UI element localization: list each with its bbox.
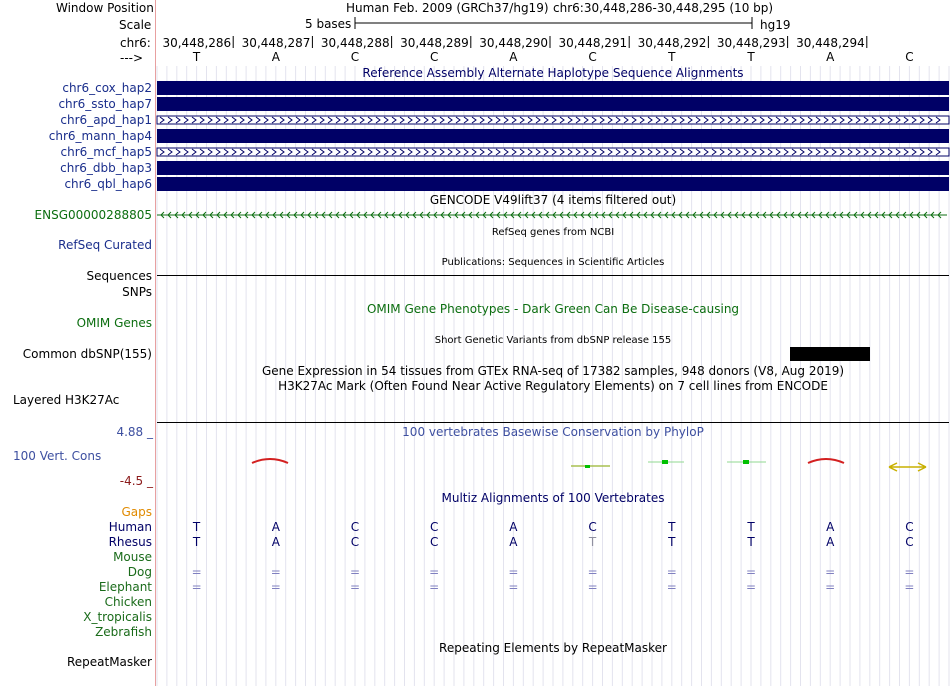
alt-haplotype-label[interactable]: chr6_apd_hap1 xyxy=(60,113,152,127)
multiz-base: C xyxy=(350,520,360,534)
omim-track-label[interactable]: OMIM Genes xyxy=(76,316,152,330)
multiz-species-label[interactable]: Mouse xyxy=(113,550,152,564)
ruler-base: C xyxy=(588,50,597,64)
conservation-range-mark xyxy=(889,463,926,471)
ruler-base: A xyxy=(271,50,280,64)
multiz-base: = xyxy=(508,580,519,594)
alt-haplotype-track-title: Reference Assembly Alternate Haplotype Sequence Alignments xyxy=(362,66,744,80)
multiz-base: T xyxy=(192,535,201,549)
h3k27ac-track-label[interactable]: Layered H3K27Ac xyxy=(13,393,120,407)
refseq-track-title: RefSeq genes from NCBI xyxy=(491,227,615,238)
multiz-base: = xyxy=(666,565,677,579)
gtex-track-title: Gene Expression in 54 tissues from GTEx RNA-seq of 17382 samples, 948 donors (V8, Aug 2019) xyxy=(261,364,845,378)
ruler-coordinate: 30,448,287 xyxy=(241,36,311,50)
multiz-base: C xyxy=(429,535,439,549)
multiz-species-label[interactable]: Elephant xyxy=(98,580,152,594)
ruler-coordinate: 30,448,290 xyxy=(479,36,548,50)
multiz-base: = xyxy=(429,565,440,579)
multiz-base: A xyxy=(826,520,835,534)
multiz-base: = xyxy=(349,580,361,594)
ruler-base: C xyxy=(350,50,360,64)
assembly-title: Human Feb. 2009 (GRCh37/hg19) xyxy=(346,1,549,15)
multiz-track-title: Multiz Alignments of 100 Vertebrates xyxy=(441,491,665,505)
multiz-base: = xyxy=(745,580,757,594)
multiz-base: = xyxy=(904,580,915,594)
conservation-positive-block xyxy=(585,465,590,468)
ruler-coordinate: 30,448,286 xyxy=(162,36,232,50)
conservation-track-title: 100 vertebrates Basewise Conservation by PhyloP xyxy=(402,425,704,439)
scale-db: hg19 xyxy=(760,18,791,32)
ruler-base: A xyxy=(509,50,518,64)
multiz-base: A xyxy=(509,520,518,534)
publications-sequences-label[interactable]: Sequences xyxy=(86,269,152,283)
dbsnp-track-title: Short Genetic Variants from dbSNP release 155 xyxy=(434,335,672,346)
conservation-negative-mark xyxy=(808,459,844,463)
ruler-base: T xyxy=(668,50,676,64)
scale-bar-text: 5 bases xyxy=(305,17,352,31)
scale-label: Scale xyxy=(119,18,152,32)
multiz-base: = xyxy=(270,565,281,579)
position-readout: chr6:30,448,286-30,448,295 (10 bp) xyxy=(553,1,774,15)
ruler-base: C xyxy=(905,50,914,64)
window-position-label: Window Position xyxy=(56,1,154,15)
alt-haplotype-label[interactable]: chr6_qbl_hap6 xyxy=(64,177,152,191)
multiz-base: C xyxy=(429,520,439,534)
conservation-min-value: -4.5 _ xyxy=(119,474,153,488)
multiz-species-label[interactable]: Zebrafish xyxy=(95,625,152,639)
ruler-base: C xyxy=(429,50,439,64)
multiz-base: T xyxy=(668,535,676,549)
multiz-base: C xyxy=(905,520,914,534)
alt-haplotype-label[interactable]: chr6_cox_hap2 xyxy=(62,81,152,95)
multiz-base: = xyxy=(587,565,598,579)
repeatmasker-track-label[interactable]: RepeatMasker xyxy=(66,655,152,669)
multiz-base: T xyxy=(588,535,597,549)
multiz-species-label[interactable]: Human xyxy=(108,520,152,534)
conservation-track-label[interactable]: 100 Vert. Cons xyxy=(13,449,102,463)
strand-arrow: ---> xyxy=(120,51,144,65)
multiz-base: T xyxy=(192,520,201,534)
publications-snps-label[interactable]: SNPs xyxy=(122,285,152,299)
multiz-base: = xyxy=(745,565,757,579)
multiz-gaps-label[interactable]: Gaps xyxy=(121,505,152,519)
gencode-track-title: GENCODE V49lift37 (4 items filtered out) xyxy=(429,193,677,207)
multiz-base: = xyxy=(904,565,915,579)
ruler-coordinate: 30,448,292 xyxy=(637,36,707,50)
gencode-gene-label[interactable]: ENSG00000288805 xyxy=(34,208,152,222)
ruler-base: T xyxy=(192,50,201,64)
alt-haplotype-alignment-bar[interactable] xyxy=(157,177,949,191)
conservation-max-value: 4.88 _ xyxy=(116,425,153,439)
alt-haplotype-label[interactable]: chr6_mann_hap4 xyxy=(48,129,152,143)
multiz-base: C xyxy=(350,535,360,549)
multiz-base: T xyxy=(668,520,676,534)
alt-haplotype-alignment-bar[interactable] xyxy=(157,161,949,175)
refseq-track-label[interactable]: RefSeq Curated xyxy=(58,238,152,252)
alt-haplotype-label[interactable]: chr6_ssto_hap7 xyxy=(58,97,152,111)
h3k27ac-track-title: H3K27Ac Mark (Often Found Near Active Regulatory Elements) on 7 cell lines from ENCODE xyxy=(278,379,828,393)
ruler-base: T xyxy=(747,50,755,64)
multiz-base: T xyxy=(747,535,755,549)
multiz-base: = xyxy=(191,580,202,594)
dbsnp-track-label[interactable]: Common dbSNP(155) xyxy=(22,347,152,361)
ruler-coordinate: 30,448,288 xyxy=(320,36,390,50)
multiz-base: C xyxy=(905,535,914,549)
publications-track-title: Publications: Sequences in Scientific Articles xyxy=(441,257,665,268)
multiz-base: = xyxy=(587,580,598,594)
multiz-base: A xyxy=(509,535,518,549)
conservation-negative-mark xyxy=(252,459,288,463)
alt-haplotype-alignment-bar[interactable] xyxy=(157,81,949,95)
ruler-base: A xyxy=(826,50,835,64)
multiz-base: = xyxy=(429,580,440,594)
multiz-base: A xyxy=(826,535,835,549)
multiz-base: C xyxy=(588,520,597,534)
alt-haplotype-label[interactable]: chr6_mcf_hap5 xyxy=(60,145,152,159)
multiz-base: = xyxy=(349,565,361,579)
omim-track-title: OMIM Gene Phenotypes - Dark Green Can Be Disease-causing xyxy=(366,302,740,316)
multiz-base: = xyxy=(191,565,202,579)
multiz-base: = xyxy=(825,580,836,594)
ruler-coordinate: 30,448,289 xyxy=(400,36,469,50)
multiz-base: = xyxy=(270,580,281,594)
dbsnp-variant-block[interactable] xyxy=(790,347,870,361)
multiz-base: A xyxy=(271,535,280,549)
conservation-positive-block xyxy=(662,460,668,464)
chrom-label: chr6: xyxy=(120,36,151,50)
alt-haplotype-alignment-bar[interactable] xyxy=(157,129,949,143)
multiz-base: = xyxy=(666,580,677,594)
multiz-species-label[interactable]: X_tropicalis xyxy=(83,610,152,624)
repeatmasker-track-title: Repeating Elements by RepeatMasker xyxy=(439,641,667,655)
conservation-positive-block xyxy=(743,460,749,464)
multiz-species-label[interactable]: Rhesus xyxy=(108,535,152,549)
ruler-coordinate: 30,448,293 xyxy=(716,36,786,50)
multiz-base: = xyxy=(825,565,836,579)
alt-haplotype-label[interactable]: chr6_dbb_hap3 xyxy=(60,161,152,175)
ruler-coordinate: 30,448,294 xyxy=(796,36,865,50)
multiz-base: A xyxy=(271,520,280,534)
multiz-species-label[interactable]: Dog xyxy=(127,565,152,579)
multiz-base: T xyxy=(747,520,755,534)
multiz-species-label[interactable]: Chicken xyxy=(104,595,152,609)
alt-haplotype-alignment-bar[interactable] xyxy=(157,97,949,111)
ruler-coordinate: 30,448,291 xyxy=(558,36,628,50)
multiz-base: = xyxy=(508,565,519,579)
